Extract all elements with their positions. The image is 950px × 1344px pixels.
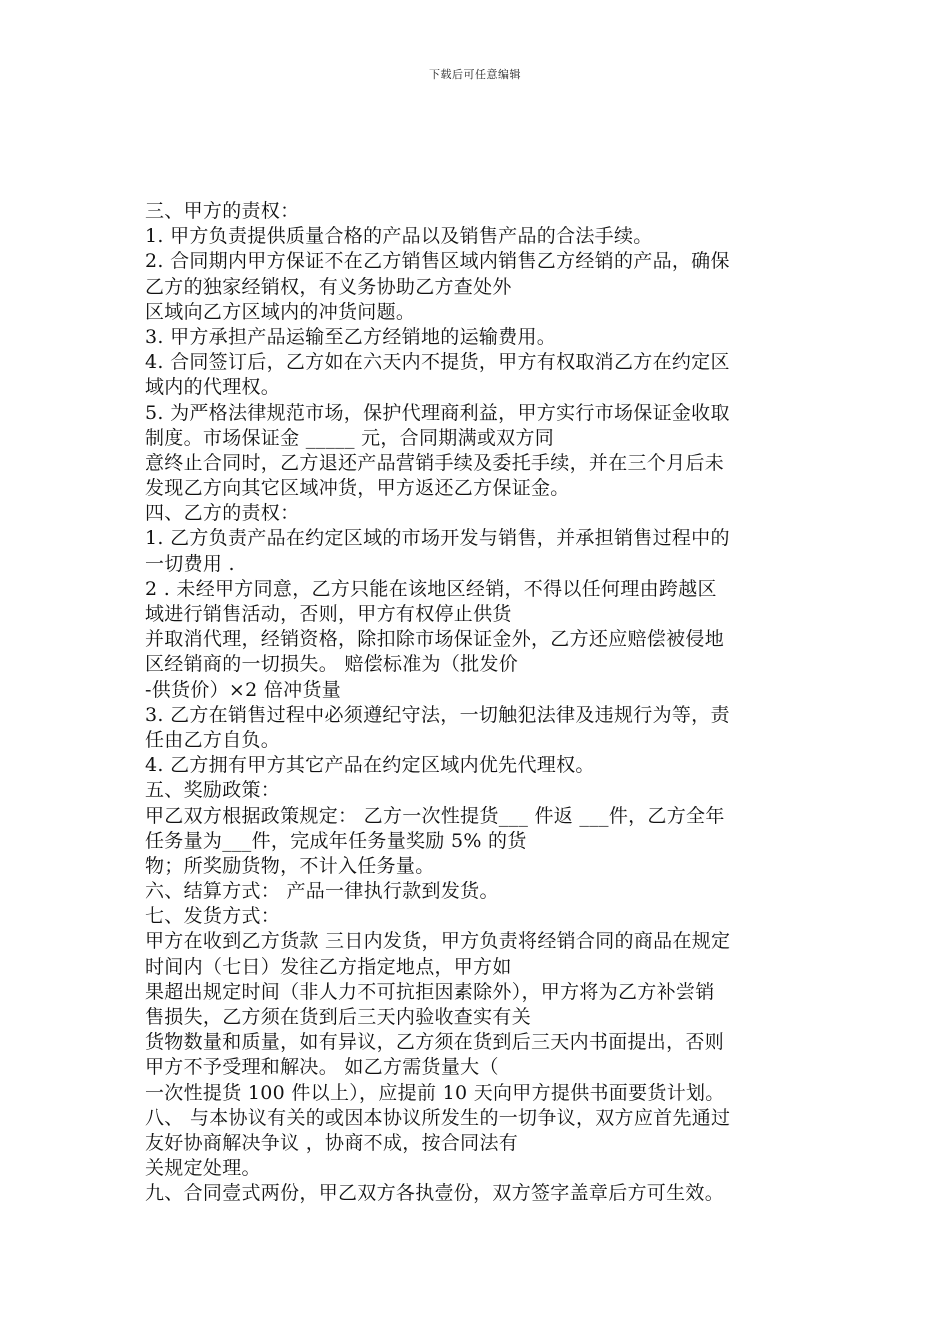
page-header: 下载后可任意编辑 bbox=[429, 68, 521, 81]
text-line: 一切费用 . bbox=[145, 552, 235, 575]
text-line: 关规定处理。 bbox=[145, 1157, 261, 1180]
text-line: 区经销商的一切损失。 赔偿标准为（批发价 bbox=[145, 653, 519, 676]
text-line: 时间内（七日）发往乙方指定地点，甲方如 bbox=[145, 955, 512, 978]
section-heading-copies: 九、合同壹式两份，甲乙双方各执壹份，双方签字盖章后方可生效。 bbox=[145, 1182, 725, 1205]
text-line: 1. 甲方负责提供质量合格的产品以及销售产品的合法手续。 bbox=[145, 225, 653, 248]
text-line: 甲方在收到乙方货款 三日内发货，甲方负责将经销合同的商品在规定 bbox=[145, 930, 731, 953]
text-line: 友好协商解决争议 ，协商不成，按合同法有 bbox=[145, 1131, 519, 1154]
section-heading-settlement: 六、结算方式： 产品一律执行款到发货。 bbox=[145, 880, 499, 903]
text-line: 4. 合同签订后，乙方如在六天内不提货，甲方有权取消乙方在约定区 bbox=[145, 351, 730, 374]
text-line: 2 . 未经甲方同意，乙方只能在该地区经销，不得以任何理由跨越区 bbox=[145, 577, 717, 600]
text-line: 域内的代理权。 bbox=[145, 376, 281, 399]
section-heading-disputes: 八、 与本协议有关的或因本协议所发生的一切争议，双方应首先通过 bbox=[145, 1106, 731, 1129]
section-heading-delivery: 七、发货方式： bbox=[145, 905, 281, 928]
text-line: 1. 乙方负责产品在约定区域的市场开发与销售，并承担销售过程中的 bbox=[145, 527, 730, 550]
text-line: 乙方的独家经销权，有义务协助乙方查处外 bbox=[145, 275, 512, 298]
contract-body bbox=[145, 199, 810, 1207]
text-line: -供货价）×2 倍冲货量 bbox=[145, 678, 342, 701]
text-line: 果超出规定时间（非人力不可抗拒因素除外），甲方将为乙方补尝销 bbox=[145, 980, 715, 1003]
text-line: 域进行销售活动，否则，甲方有权停止供货 bbox=[145, 603, 512, 625]
text-line: 发现乙方向其它区域冲货，甲方返还乙方保证金。 bbox=[145, 477, 570, 500]
text-line: 制度。市场保证金 _____ 元，合同期满或双方同 bbox=[145, 426, 555, 449]
text-line: 3. 甲方承担产品运输至乙方经销地的运输费用。 bbox=[145, 325, 557, 348]
text-line: 区域向乙方区域内的冲货问题。 bbox=[145, 300, 416, 323]
text-line: 甲方不予受理和解决。 如乙方需货量大（ bbox=[145, 1056, 499, 1079]
text-line: 3. 乙方在销售过程中必须遵纪守法，一切触犯法律及违规行为等，责 bbox=[145, 703, 730, 726]
text-line: 物；所奖励货物，不计入任务量。 bbox=[145, 854, 435, 877]
text-line: 任由乙方自负。 bbox=[145, 728, 281, 751]
text-line: 并取消代理，经销资格，除扣除市场保证金外，乙方还应赔偿被侵地 bbox=[145, 628, 725, 651]
text-line: 甲乙双方根据政策规定： 乙方一次性提货___ 件返 ___件，乙方全年 bbox=[145, 804, 725, 827]
text-line: 意终止合同时，乙方退还产品营销手续及委托手续，并在三个月后未 bbox=[145, 451, 725, 474]
text-line: 货物数量和质量，如有异议，乙方须在货到后三天内书面提出，否则 bbox=[145, 1031, 725, 1054]
section-heading-party-a-duties: 三、甲方的责权： bbox=[145, 200, 300, 222]
text-line: 任务量为___件，完成年任务量奖励 5% 的货 bbox=[145, 829, 527, 852]
text-line: 4. 乙方拥有甲方其它产品在约定区域内优先代理权。 bbox=[145, 754, 595, 777]
section-heading-party-b-duties: 四、乙方的责权： bbox=[145, 502, 300, 525]
section-heading-incentive-policy: 五、奖励政策： bbox=[145, 779, 281, 802]
text-line: 5. 为严格法律规范市场，保护代理商利益，甲方实行市场保证金收取 bbox=[145, 401, 730, 424]
text-line: 2. 合同期内甲方保证不在乙方销售区域内销售乙方经销的产品，确保 bbox=[145, 250, 730, 273]
text-line: 售损失，乙方须在货到后三天内验收查实有关 bbox=[145, 1006, 532, 1028]
text-line: 一次性提货 100 件以上），应提前 10 天向甲方提供书面要货计划。 bbox=[145, 1081, 725, 1104]
